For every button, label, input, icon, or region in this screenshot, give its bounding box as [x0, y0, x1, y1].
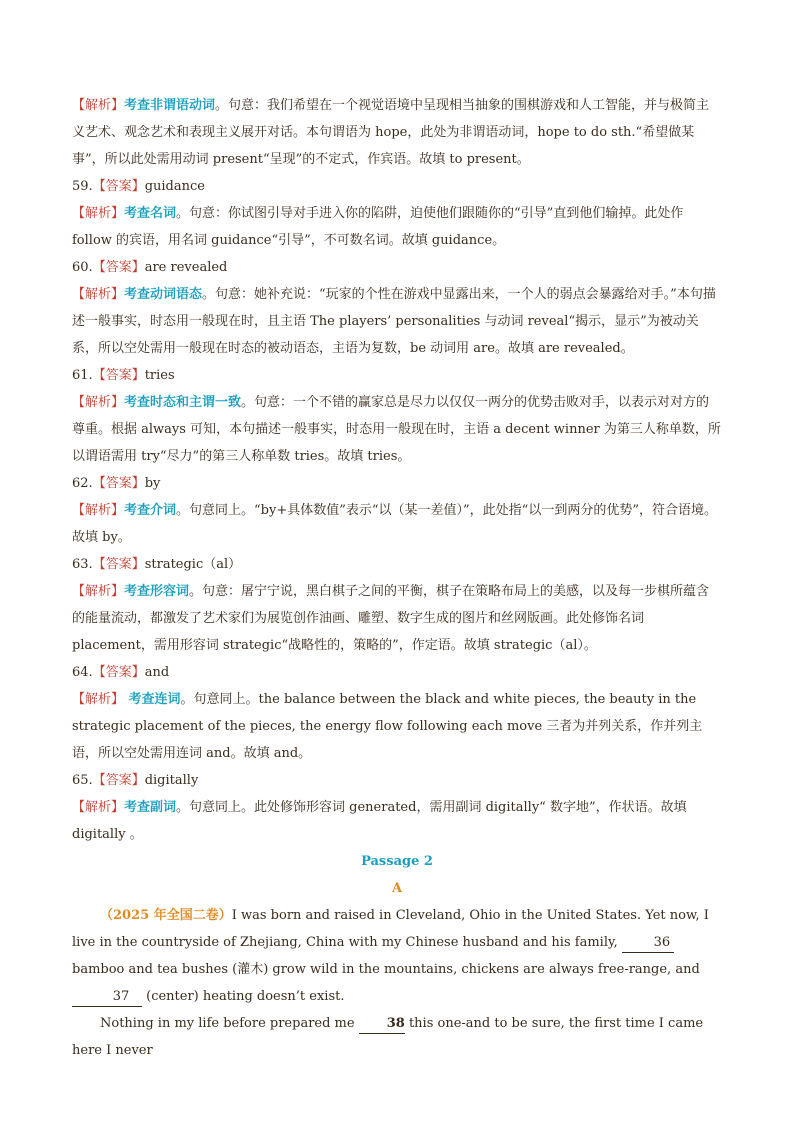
answer-60: 60.【答案】are revealed: [72, 260, 228, 275]
answer-65: 65.【答案】digitally: [72, 773, 199, 788]
passage-paragraph-1: （2025 年全国二卷）I was born and raised in Cleveland, Ohio in the United States. Yet now, I live in the countryside of Zhejiang, China with my Chinese husband and his family, 36 bamboo and tea bushes (灌木) grow wild in the mountains, chickens are always free-range, and 37 (center) heating doesn’t exist.: [72, 902, 722, 1010]
answer-59: 59.【答案】guidance: [72, 179, 205, 194]
analysis-59: 【解析】考查名词。句意：你试图引导对手进入你的陷阱，迫使他们跟随你的“引导”直到他们输掉。此处作 follow 的宾语，用名词 guidance“引导”，不可数名词。故填 guidance。: [72, 206, 684, 248]
blank-37: 37: [72, 988, 142, 1007]
passage-subtitle: A: [391, 881, 403, 896]
answer-63: 63.【答案】strategic（al）: [72, 557, 242, 572]
analysis-62: 【解析】考查介词。句意同上。“by+具体数值”表示“以（某一差值）”，此处指“以一到两分的优势”，符合语境。故填 by。: [72, 503, 717, 545]
analysis-60: 【解析】考查动词语态。句意：她补充说：“玩家的个性在游戏中显露出来，一个人的弱点会暴露给对手。”本句描述一般事实，时态用一般现在时，且主语 The players’ personalities 与动词 reveal“揭示，显示”为被动关系，所以空处需用一般现在时态的被动语态，主语为复数，be 动词用 are。故填 are revealed。: [72, 287, 716, 356]
answer-61: 61.【答案】tries: [72, 368, 175, 383]
analysis-63: 【解析】考查形容词。句意：屠宁宁说，黑白棋子之间的平衡，棋子在策略布局上的美感，以及每一步棋所蕴含的能量流动，都激发了艺术家们为展览创作油画、雕塑、数字生成的图片和丝网版画。此处修饰名词 placement，需用形容词 strategic“战略性的，策略的”，作定语。故填 strategic（al）。: [72, 584, 710, 653]
blank-38: 38: [359, 1015, 405, 1034]
passage-paragraph-2: Nothing in my life before prepared me 38 this one-and to be sure, the first time I came here I never: [72, 1016, 704, 1058]
analysis-64: 【解析】 考查连词。句意同上。the balance between the black and white pieces, the beauty in the strategic placement of the pieces, the energy flow following each move 三者为并列关系，作并列主语，所以空处需用连词 and。故填 and。: [72, 692, 703, 761]
passage-title: Passage 2: [361, 854, 433, 869]
blank-36: 36: [622, 934, 674, 953]
answer-64: 64.【答案】and: [72, 665, 170, 680]
answer-explanations: [72, 92, 722, 1064]
answer-62: 62.【答案】by: [72, 476, 161, 491]
analysis-65: 【解析】考查副词。句意同上。此处修饰形容词 generated，需用副词 digitally“ 数字地”，作状语。故填 digitally 。: [72, 800, 687, 842]
passage-source: （2025 年全国二卷）: [100, 908, 232, 923]
analysis-58: 【解析】考查非谓语动词。句意：我们希望在一个视觉语境中呈现相当抽象的围棋游戏和人工智能，并与极简主义艺术、观念艺术和表现主义展开对话。本句谓语为 hope，此处为非谓语动词，hope to do sth.“希望做某事”，所以此处需用动词 present“呈现”的不定式，作宾语。故填 to present。: [72, 98, 710, 167]
analysis-61: 【解析】考查时态和主谓一致。句意：一个不错的赢家总是尽力以仅仅一两分的优势击败对手，以表示对对方的尊重。根据 always 可知，本句描述一般事实，时态用一般现在时，主语 a decent winner 为第三人称单数，所以谓语需用 try“尽力”的第三人称单数 tries。故填 tries。: [72, 395, 721, 464]
